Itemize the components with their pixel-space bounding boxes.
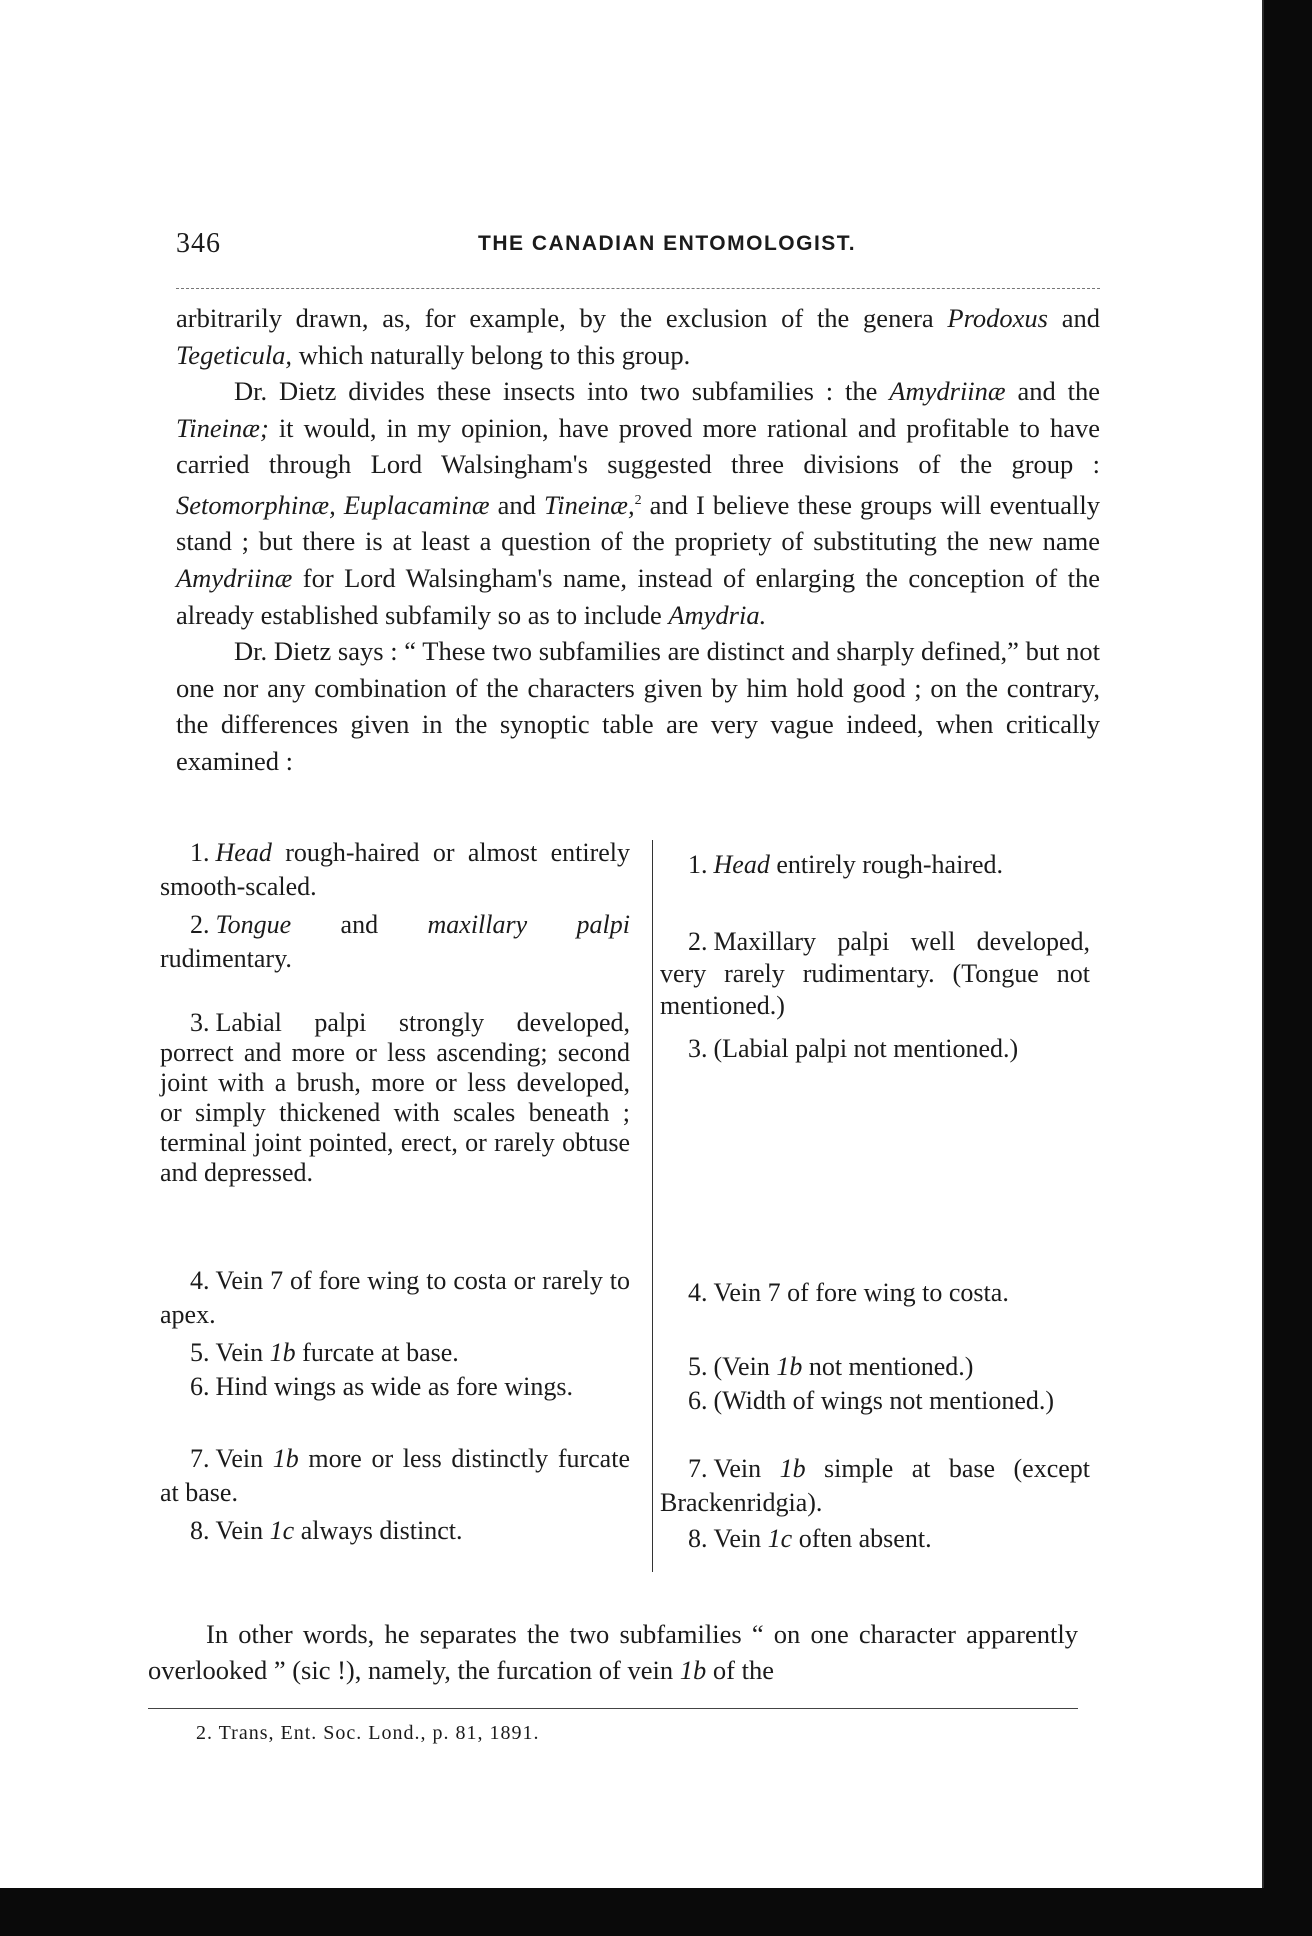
right-item-6: 6. (Width of wings not mentioned.) <box>688 1386 1055 1415</box>
left-item-2: 2. Tongue and maxillary palpi rudimentary. <box>160 910 631 973</box>
book-page <box>140 200 1100 1760</box>
right-item-5: 5. (Vein 1b not mentioned.) <box>688 1352 974 1381</box>
right-item-4: 4. Vein 7 of fore wing to costa. <box>688 1278 1009 1307</box>
paragraph-1: arbitrarily drawn, as, for example, by the exclusion of the genera Prodoxus and Tegeticula, which naturally belong to this group. <box>176 303 1101 370</box>
left-item-3: 3. Labial palpi strongly developed, porrect and more or less ascending; second joint with a brush, more or less developed, or simply thickened with scales beneath ; terminal joint pointed, erect, or rarely obtuse and depressed. <box>160 1008 630 1187</box>
body-text <box>176 300 1100 780</box>
scan-border-right <box>1264 0 1312 1936</box>
left-item-6: 6. Hind wings as wide as fore wings. <box>190 1372 573 1401</box>
journal-title: THE CANADIAN ENTOMOLOGIST. <box>478 232 857 255</box>
right-item-3: 3. (Labial palpi not mentioned.) <box>688 1034 1019 1063</box>
right-item-8: 8. Vein 1c often absent. <box>688 1524 932 1553</box>
right-item-7: 7. Vein 1b simple at base (except Brackenridgia). <box>660 1454 1090 1517</box>
left-item-7: 7. Vein 1b more or less distinctly furcate at base. <box>160 1444 630 1507</box>
left-item-1: 1. Head rough-haired or almost entirely smooth-scaled. <box>160 838 630 901</box>
right-item-1: 1. Head entirely rough-haired. <box>688 850 1004 879</box>
scan-border-bottom <box>0 1888 1312 1936</box>
closing-paragraph: In other words, he separates the two subfamilies “ on one character apparently overlooked ” (sic !), namely, the furcation of vein 1b of the <box>148 1619 1078 1685</box>
footnote-rule <box>148 1708 1078 1709</box>
left-item-5: 5. Vein 1b furcate at base. <box>190 1338 459 1367</box>
page-number: 346 <box>176 228 221 259</box>
left-item-4: 4. Vein 7 of fore wing to costa or rarely to apex. <box>160 1266 630 1329</box>
running-head <box>176 218 1096 258</box>
right-item-2: 2. Maxillary palpi well developed, very rarely rudimentary. (Tongue not mentioned.) <box>660 927 1090 1020</box>
synoptic-table <box>160 836 1090 1596</box>
column-divider <box>652 840 653 1572</box>
paragraph-2: Dr. Dietz divides these insects into two subfamilies : the Amydriinæ and the Tineinæ; it would, in my opinion, have proved more rational and profitable to have carried through Lord Walsingham's suggested three divisions of the group : Setomorphinæ, Euplacaminæ and Tineinæ,$^2$ and I believe these groups will eventually stand ; but there is at least a question of the propriety of substituting the new name Amydriinæ for Lord Walsingham's name, instead of enlarging the conception of the already established subfamily so as to include Amydria. <box>176 376 1100 630</box>
paragraph-3: Dr. Dietz says : “ These two subfamilies are distinct and sharply defined,” but not one nor any combination of the characters given by him hold good ; on the contrary, the differences given in the synoptic table are very vague indeed, when critically examined : <box>176 636 1100 776</box>
footnote: 2. Trans, Ent. Soc. Lond., p. 81, 1891. <box>196 1722 540 1744</box>
header-rule <box>176 288 1100 289</box>
left-item-8: 8. Vein 1c always distinct. <box>190 1516 463 1545</box>
footnote-marker: 2 <box>634 492 642 508</box>
